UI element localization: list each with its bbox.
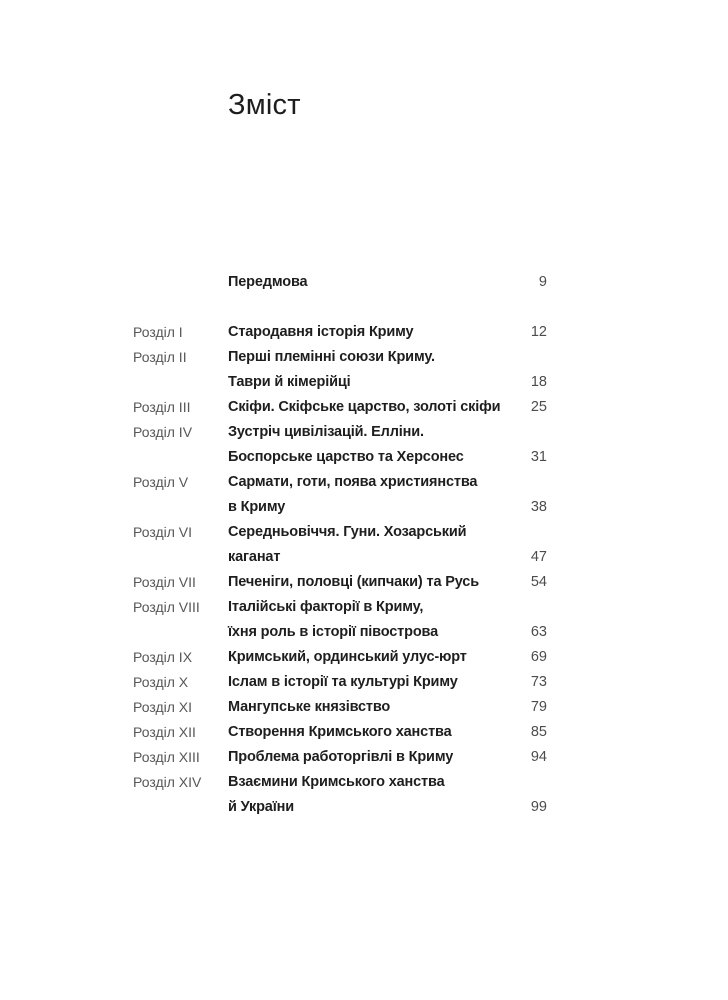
chapter-title-line: Іслам в історії та культурі Криму xyxy=(228,674,458,690)
chapter-title-line: Кримський, ординський улус-юрт xyxy=(228,649,467,665)
page-title: Зміст xyxy=(228,89,301,121)
page-number: 25 xyxy=(530,399,547,415)
chapter-title-line: Таври й кімерійці xyxy=(228,374,351,390)
toc-entry xyxy=(133,320,547,345)
chapter-label: Розділ XIV xyxy=(133,774,202,790)
page-number: 18 xyxy=(530,374,547,390)
chapter-title xyxy=(228,770,513,820)
chapter-title-line: Перші племінні союзи Криму. xyxy=(228,349,435,365)
chapter-label: Розділ XII xyxy=(133,724,196,740)
chapter-label: Розділ VII xyxy=(133,574,196,590)
toc-entry xyxy=(133,470,547,520)
page-number: 54 xyxy=(530,574,547,590)
chapter-title-line: Печеніги, половці (кипчаки) та Русь xyxy=(228,574,479,590)
chapter-title xyxy=(228,395,513,420)
chapter-title xyxy=(228,520,513,570)
toc-entry xyxy=(133,720,547,745)
page-number: 63 xyxy=(530,624,547,640)
table-of-contents xyxy=(133,270,547,820)
chapter-title xyxy=(228,695,513,720)
toc-entry xyxy=(133,670,547,695)
chapter-title xyxy=(228,470,513,520)
chapter-title xyxy=(228,645,513,670)
toc-entry xyxy=(133,345,547,395)
page-number: 85 xyxy=(530,724,547,740)
toc-entry xyxy=(133,695,547,720)
chapter-label: Розділ III xyxy=(133,399,191,415)
page-number: 69 xyxy=(530,649,547,665)
toc-entry xyxy=(133,520,547,570)
chapter-title-line: Сармати, готи, поява християнства xyxy=(228,474,478,490)
chapter-label: Розділ II xyxy=(133,349,187,365)
chapter-title-line: Створення Кримського ханства xyxy=(228,724,452,740)
page-number: 73 xyxy=(530,674,547,690)
chapter-title-line: Зустріч цивілізацій. Елліни. xyxy=(228,424,424,440)
chapter-title xyxy=(228,320,513,345)
chapter-title-line: Взаємини Кримського ханства xyxy=(228,774,445,790)
chapter-label: Розділ I xyxy=(133,324,183,340)
chapter-title-line: в Криму xyxy=(228,499,286,515)
toc-entry xyxy=(133,395,547,420)
chapter-title xyxy=(228,670,513,695)
chapter-title xyxy=(228,570,513,595)
page-number: 31 xyxy=(530,449,547,465)
chapter-title xyxy=(228,420,513,470)
chapter-title xyxy=(228,595,513,645)
chapter-title-line: Середньовіччя. Гуни. Хозарський xyxy=(228,524,467,540)
chapter-title xyxy=(228,745,513,770)
chapter-title-line: Мангупське князівство xyxy=(228,699,391,715)
chapter-title-line: каганат xyxy=(228,549,281,565)
chapter-label: Розділ IX xyxy=(133,649,193,665)
page-number: 12 xyxy=(530,324,547,340)
page-number: 79 xyxy=(530,699,547,715)
chapter-label: Розділ X xyxy=(133,674,189,690)
chapter-title xyxy=(228,345,513,395)
toc-entry xyxy=(133,420,547,470)
chapter-label: Розділ IV xyxy=(133,424,193,440)
toc-entry-preface xyxy=(133,270,547,295)
chapter-label: Розділ XI xyxy=(133,699,193,715)
toc-entry xyxy=(133,570,547,595)
page-number: 94 xyxy=(530,749,547,765)
chapter-title-line: Передмова xyxy=(228,274,308,290)
page-number: 38 xyxy=(530,499,547,515)
chapter-label: Розділ VI xyxy=(133,524,193,540)
chapter-label: Розділ V xyxy=(133,474,189,490)
chapter-title xyxy=(228,720,513,745)
chapter-title-line: Проблема работоргівлі в Криму xyxy=(228,749,454,765)
chapter-label: Розділ XIII xyxy=(133,749,200,765)
chapter-title-line: й України xyxy=(228,799,294,815)
page-number: 99 xyxy=(530,799,547,815)
chapter-title-line: Скіфи. Скіфське царство, золоті скіфи xyxy=(228,399,501,415)
chapter-title-line: Стародавня історія Криму xyxy=(228,324,414,340)
toc-entry xyxy=(133,645,547,670)
toc-spacer xyxy=(133,295,547,320)
chapter-title-line: їхня роль в історії півострова xyxy=(228,624,439,640)
toc-entry xyxy=(133,745,547,770)
chapter-title xyxy=(228,270,513,295)
toc-entry xyxy=(133,770,547,820)
page-number: 47 xyxy=(530,549,547,565)
chapter-title-line: Італійські факторії в Криму, xyxy=(228,599,424,615)
chapter-title-line: Боспорське царство та Херсонес xyxy=(228,449,464,465)
chapter-label: Розділ VIII xyxy=(133,599,200,615)
toc-entry xyxy=(133,595,547,645)
page-number: 9 xyxy=(538,274,547,290)
